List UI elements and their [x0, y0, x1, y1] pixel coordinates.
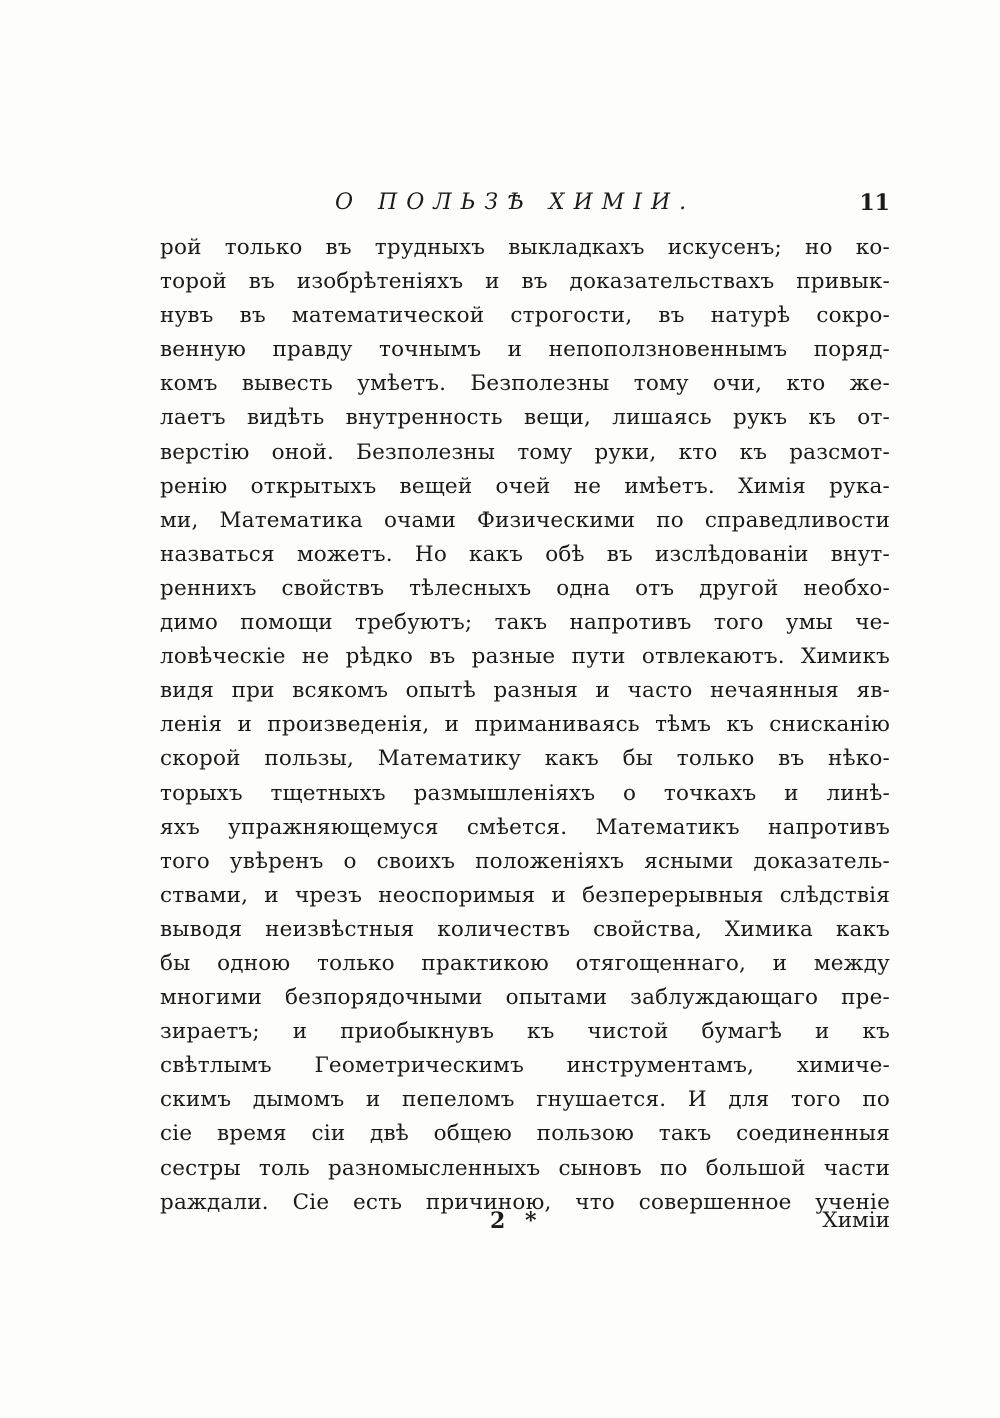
text-line: ми, Математика очами Физическими по справедливости — [160, 507, 890, 533]
text-line: лаетъ видѣть внутренность вещи, лишаясь рукъ къ от- — [160, 405, 890, 431]
text-line: выводя неизвѣстныя количествъ свойства, Химика какъ — [160, 916, 890, 942]
text-line: сіе время сіи двѣ общею пользою такъ соединенныя — [160, 1121, 890, 1147]
catchword: Химіи — [822, 1208, 890, 1233]
text-line: ствами, и чрезъ неоспоримыя и безперерывныя слѣдствія — [160, 882, 890, 908]
text-line: видя при всякомъ опытѣ разныя и часто нечаянныя яв- — [160, 678, 890, 704]
text-line: свѣтлымъ Геометрическимъ инструментамъ, химиче- — [160, 1053, 890, 1079]
text-line: торыхъ тщетныхъ размышленіяхъ о точкахъ и линѣ- — [160, 780, 890, 806]
text-line: димо помощи требуютъ; такъ напротивъ того умы че- — [160, 610, 890, 636]
text-line: скимъ дымомъ и пепеломъ гнушается. И для того по — [160, 1087, 890, 1113]
text-line: скорой пользы, Математику какъ бы только въ нѣко- — [160, 746, 890, 772]
text-line: рой только въ трудныхъ выкладкахъ искусенъ; но ко- — [160, 235, 890, 260]
running-head — [160, 190, 890, 224]
signature-mark: 2 * — [490, 1208, 543, 1234]
running-title: О ПОЛЬЗѢ ХИМІИ. — [335, 190, 696, 215]
text-line: комъ вывесть умѣетъ. Безполезны тому очи, кто же- — [160, 371, 890, 397]
text-line: ловѣческіе не рѣдко въ разные пути отвлекаютъ. Химикъ — [160, 644, 890, 670]
page-footer — [160, 1208, 890, 1242]
text-line: сестры толь разномысленныхъ сыновъ по большой части — [160, 1155, 890, 1181]
text-line: нувъ въ математической строгости, въ натурѣ сокро- — [160, 303, 890, 329]
text-line: верстію оной. Безполезны тому руки, кто къ разсмот- — [160, 439, 890, 465]
text-line: ренію открытыхъ вещей очей не имѣетъ. Химія рука- — [160, 473, 890, 499]
text-line: венную правду точнымъ и непоползновеннымъ поряд- — [160, 337, 890, 363]
page-number: 11 — [859, 190, 890, 216]
text-line: ленія и произведенія, и приманиваясь тѣмъ къ сниcканію — [160, 712, 890, 738]
text-line: многими безпорядочными опытами заблуждающаго пре- — [160, 985, 890, 1011]
text-line: яхъ упражняющемуся смѣется. Математикъ напротивъ — [160, 814, 890, 840]
text-line: бы одною только практикою отягощеннаго, и между — [160, 950, 890, 976]
text-line: реннихъ свойствъ тѣлесныхъ одна отъ другой необхо- — [160, 575, 890, 601]
body-text — [160, 231, 890, 1220]
text-line: того увѣренъ о своихъ положеніяхъ ясными доказатель- — [160, 848, 890, 874]
text-line: зираетъ; и приобыкнувъ къ чистой бумагѣ и къ — [160, 1019, 890, 1045]
text-line: раждали. Сіе есть причиною, что совершенное ученіе — [160, 1189, 890, 1215]
text-line: торой въ изобрѣтеніяхъ и въ доказательствахъ привык- — [160, 269, 890, 295]
text-line: назваться можетъ. Но какъ обѣ въ изслѣдованіи внут- — [160, 541, 890, 567]
